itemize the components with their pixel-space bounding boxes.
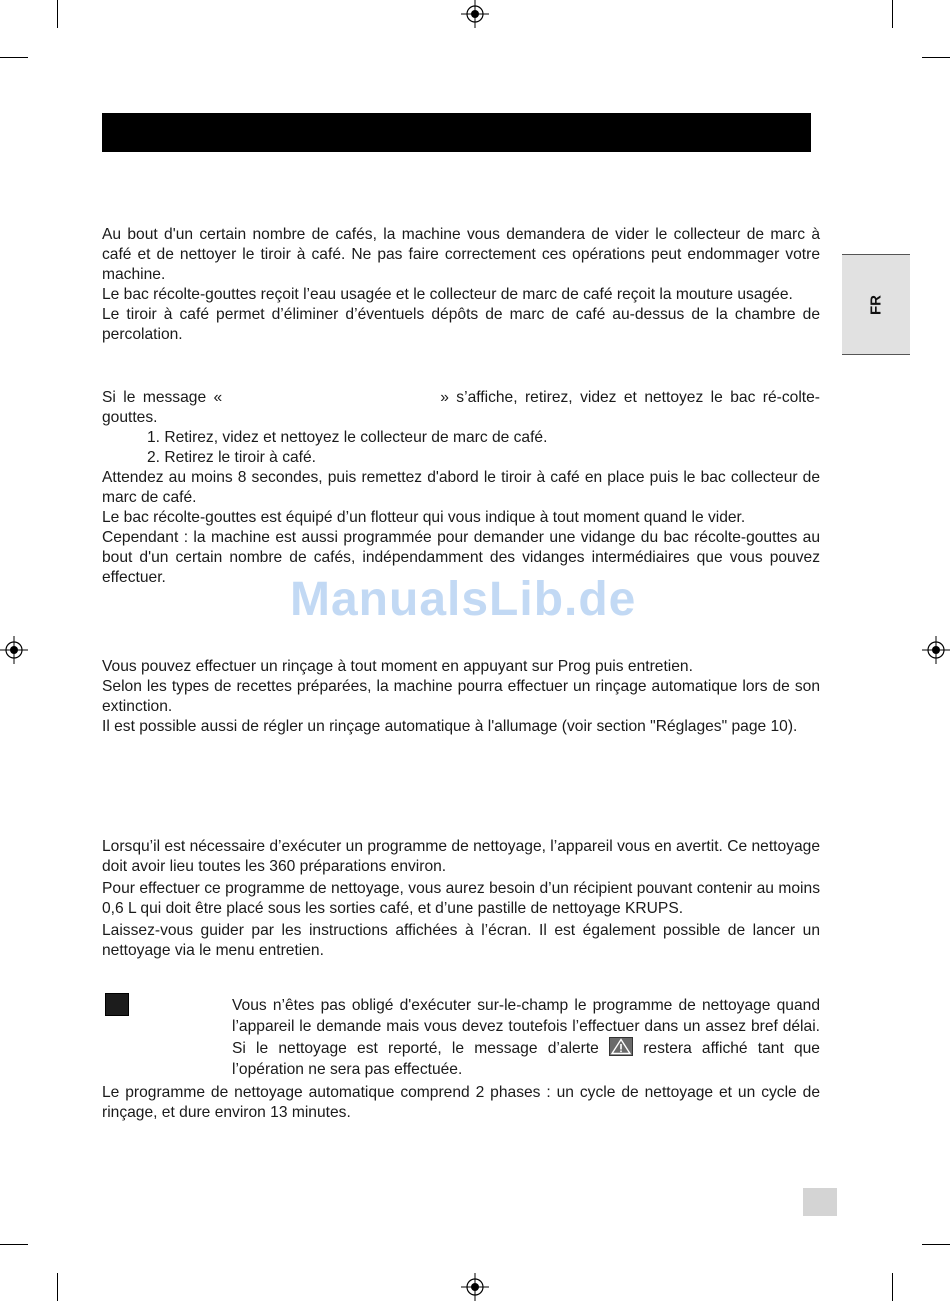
paragraph: Cependant : la machine est aussi programmée pour demander une vidange du bac récolte-gouttes au bout d'un certain nombre de cafés, indépendamment des vidanges intermédiaires que vous pouvez effectuer. <box>102 529 820 586</box>
note <box>232 995 820 1080</box>
note-text: Vous n’êtes pas obligé d'exécuter sur-le-champ le programme de nettoyage quand l’appareil le demande mais vous devez toutefois l’effectuer dans un assez bref délai. Si le nettoyage est reporté, le message d’alerte <box>232 997 820 1057</box>
crop-mark <box>0 57 28 58</box>
paragraph: Le tiroir à café permet d’éliminer d’éventuels dépôts de marc de café au-dessus de la chambre de percolation. <box>102 306 820 343</box>
registration-mark-icon <box>922 636 950 664</box>
crop-mark <box>0 1244 28 1245</box>
crop-mark <box>922 57 950 58</box>
language-tab <box>842 254 910 355</box>
language-tab-label: FR <box>867 294 885 315</box>
step-item: 1. Retirez, videz et nettoyez le collecteur de marc de café. <box>147 429 548 446</box>
crop-mark <box>57 0 58 28</box>
section-drip-tray <box>102 388 820 588</box>
registration-mark-icon <box>461 1273 489 1301</box>
watermark: ManualsLib.de <box>290 573 637 626</box>
paragraph <box>102 388 820 428</box>
paragraph: Le programme de nettoyage automatique comprend 2 phases : un cycle de nettoyage et un cycle de rinçage, et dure environ 13 minutes. <box>102 1084 820 1121</box>
paragraph: Lorsqu’il est nécessaire d’exécuter un programme de nettoyage, l’appareil vous en avertit. Ce nettoyage doit avoir lieu toutes les 360 préparations environ. <box>102 838 820 875</box>
registration-mark-icon <box>461 0 489 28</box>
paragraph: Selon les types de recettes préparées, la machine pourra effectuer un rinçage automatique lors de son extinction. <box>102 678 820 715</box>
section-bin-intro <box>102 225 820 345</box>
paragraph: Au bout d'un certain nombre de cafés, la machine vous demandera de vider le collecteur de marc à café et de nettoyer le tiroir à café. Ne pas faire correctement ces opérations peut endommager votre machine. <box>102 226 820 283</box>
crop-mark <box>892 1273 893 1301</box>
crop-mark <box>57 1273 58 1301</box>
section-rinse <box>102 657 820 737</box>
paragraph: Il est possible aussi de régler un rinçage automatique à l'allumage (voir section "Réglages" page 10). <box>102 718 798 735</box>
paragraph: Pour effectuer ce programme de nettoyage, vous aurez besoin d’un récipient pouvant contenir au moins 0,6 L qui doit être placé sous les sorties café, et d’une pastille de nettoyage KRUPS. <box>102 880 820 917</box>
page-number-box <box>803 1188 837 1216</box>
crop-mark <box>892 0 893 28</box>
crop-mark <box>922 1244 950 1245</box>
step-item: 2. Retirez le tiroir à café. <box>147 449 316 466</box>
paragraph: Le bac récolte-gouttes est équipé d’un flotteur qui vous indique à tout moment quand le vider. <box>102 509 746 526</box>
paragraph: Vous pouvez effectuer un rinçage à tout moment en appuyant sur Prog puis entretien. <box>102 658 693 675</box>
section-auto-cleaning <box>102 1083 820 1123</box>
warning-icon <box>609 1037 633 1056</box>
paragraph: Le bac récolte-gouttes reçoit l’eau usagée et le collecteur de marc de café reçoit la mouture usagée. <box>102 286 793 303</box>
note-icon <box>105 993 129 1016</box>
note-text-end: restera affiché tant que l’opération ne sera pas effectuée. <box>232 1040 820 1078</box>
message-suffix: » s’affiche, retirez, videz et nettoyez le bac ré-colte-gouttes. <box>102 389 820 426</box>
paragraph: Laissez-vous guider par les instructions affichées à l’écran. Il est également possible de lancer un nettoyage via le menu entretien. <box>102 922 820 959</box>
section-cleaning <box>102 837 820 961</box>
paragraph: Attendez au moins 8 secondes, puis remettez d'abord le tiroir à café en place puis le bac collecteur de marc de café. <box>102 469 820 506</box>
registration-mark-icon <box>0 636 28 664</box>
message-prefix: Si le message « <box>102 389 223 406</box>
header-bar <box>102 113 811 152</box>
